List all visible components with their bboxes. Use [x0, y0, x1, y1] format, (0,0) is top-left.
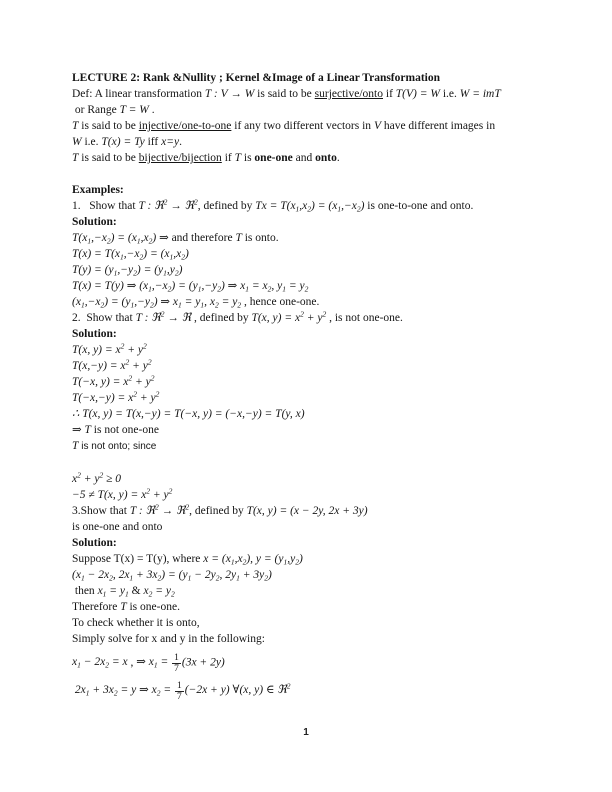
text-run: ⇒ — [72, 424, 85, 436]
subscript: 2 — [215, 300, 219, 310]
page-title — [72, 70, 564, 86]
subscript: 1 — [102, 589, 107, 599]
text-run: one-one — [254, 152, 293, 164]
superscript: 2 — [160, 309, 165, 319]
text-run: surjective/onto — [314, 88, 383, 100]
text-run: 1. Show that — [72, 200, 139, 212]
text-run: Solution: — [72, 328, 117, 340]
document-line — [72, 681, 564, 703]
text-run: $T(-x,-y) = x^2 + y^2$ — [72, 389, 160, 404]
document-line — [72, 615, 564, 631]
text-run: T — [72, 440, 79, 452]
text-run: W — [72, 136, 82, 148]
subscript: 2 — [133, 268, 137, 278]
superscript: 2 — [154, 502, 159, 512]
document-line — [72, 294, 564, 310]
subscript: 2 — [237, 300, 242, 310]
blank-line — [72, 166, 564, 182]
document-line — [72, 358, 564, 374]
subscript: 2 — [304, 284, 309, 294]
document-line — [72, 631, 564, 647]
subscript: 1 — [337, 204, 342, 214]
fraction-numerator: 1 — [174, 653, 179, 663]
subscript: 1 — [236, 573, 240, 583]
subscript: 2 — [215, 573, 220, 583]
fraction — [175, 681, 184, 703]
subscript: 2 — [174, 268, 179, 278]
text-run: is one-to-one and onto. — [364, 200, 474, 212]
superscript: 2 — [147, 357, 152, 367]
text-run: T — [120, 601, 127, 613]
text-run: T — [72, 152, 79, 164]
subscript: 2 — [170, 589, 175, 599]
document-line — [72, 422, 564, 438]
text-run: is — [241, 152, 255, 164]
text-run: if — [383, 88, 396, 100]
text-run: Solution: — [72, 537, 117, 549]
text-run: then — [72, 585, 98, 597]
superscript: 2 — [77, 470, 81, 480]
superscript: 2 — [155, 389, 160, 399]
superscript: 2 — [322, 309, 327, 319]
subscript: 2 — [167, 284, 172, 294]
subscript: 1 — [153, 660, 158, 670]
document-line — [72, 230, 564, 246]
document-line — [72, 583, 564, 599]
text-run: if — [221, 152, 235, 164]
fraction-denominator: 7 — [176, 692, 182, 703]
text-run: $T(x,-y) = x^2 + y^2$ — [72, 357, 152, 372]
text-run: $x^2 + y^2 \ge 0$ — [72, 470, 122, 485]
text-run: LECTURE 2: Rank &Nullity ; Kernel &Image of a Linear Transformation — [72, 72, 440, 84]
subscript: 1 — [178, 300, 182, 310]
text-run: and therefore — [168, 232, 236, 244]
subscript: 2 — [109, 573, 113, 583]
fraction-denominator: 7 — [174, 664, 179, 675]
subscript: 2 — [156, 688, 161, 698]
subscript: 1 — [130, 300, 135, 310]
superscript: 2 — [185, 502, 190, 512]
subscript: 1 — [283, 557, 288, 567]
subscript: 1 — [169, 252, 174, 262]
superscript: 2 — [163, 197, 168, 207]
text-run: T(x, y) = (x − 2y, 2x + 3y) — [246, 505, 368, 517]
subscript: 1 — [77, 660, 81, 670]
text-run: is not one-one — [90, 424, 159, 436]
text-run: $T(x_1,-x_2) = (x_1,x_2)$ ⇒ — [72, 232, 169, 246]
document-line — [72, 326, 564, 342]
text-run: $x_1 - 2x_2 = x$ — [72, 656, 128, 670]
text-run: W = imT — [459, 88, 501, 100]
text-run: onto — [315, 152, 337, 164]
text-run: (−2x + y) ∀(x, y) ∈ ℜ$^2$ — [184, 681, 291, 697]
subscript: 1 — [129, 573, 134, 583]
blank-line — [72, 455, 564, 471]
document-line — [72, 198, 564, 214]
subscript: 1 — [200, 300, 205, 310]
text-run: iff — [144, 136, 162, 148]
text-run: 2. Show that — [72, 312, 136, 324]
text-run: T = W — [119, 104, 149, 116]
text-run: ($x_1 - 2x_2$, $2x_1 + 3x_2) = (y_1 - 2y_2$, $2y_1 + 3y_2$) — [72, 569, 272, 583]
text-run: injective/one-to-one — [138, 120, 232, 132]
document-line — [72, 406, 564, 422]
text-run: , is not one-one. — [326, 312, 403, 324]
text-run: V — [373, 120, 381, 132]
document-line — [72, 519, 564, 535]
document-line — [72, 214, 564, 230]
text-run: x=y — [161, 136, 180, 148]
superscript: 2 — [125, 357, 130, 367]
text-run: , hence one-one. — [241, 296, 320, 308]
superscript: 2 — [128, 373, 133, 383]
text-run: $T(x) = T(x_1,-x_2) = (x_1,x_2)$ — [72, 248, 189, 262]
text-run: Therefore — [72, 601, 121, 613]
page-number: 1 — [303, 727, 309, 738]
text-run: . — [336, 152, 340, 164]
text-run: $x_2 = y_2$ — [143, 585, 175, 599]
text-run: Simply solve for x and y in the following: — [72, 633, 265, 645]
document-line — [72, 438, 564, 455]
document-line — [72, 86, 564, 102]
document-line — [72, 471, 564, 487]
document-line — [72, 551, 564, 567]
text-run: , defined by — [191, 312, 252, 324]
subscript: 1 — [87, 236, 92, 246]
subscript: 1 — [80, 300, 85, 310]
text-run: and — [292, 152, 316, 164]
text-run: & — [128, 585, 144, 597]
document-line — [72, 390, 564, 406]
document-line — [72, 599, 564, 615]
subscript: 1 — [136, 236, 141, 246]
text-run: $x = (x_1,x_2)$, $y = (y_1,y_2)$ — [203, 553, 303, 567]
document-line — [72, 246, 564, 262]
text-run: T(x) = Ty — [101, 136, 145, 148]
subscript: 2 — [148, 236, 153, 246]
superscript: 2 — [168, 486, 173, 496]
text-run: have different images in — [380, 120, 496, 132]
superscript: 2 — [143, 341, 147, 351]
text-run: T(V) = W — [395, 88, 440, 100]
subscript: 1 — [295, 204, 300, 214]
text-run: , defined by — [197, 200, 256, 212]
text-run: $(x_1,-x_2) = (y_1,-y_2)$ ⇒ $x_1 = y_1$, $x_2 = y_2$ — [72, 296, 242, 310]
text-run: is said to be — [78, 152, 139, 164]
document-line — [72, 503, 564, 519]
subscript: 2 — [148, 589, 153, 599]
subscript: 2 — [149, 300, 154, 310]
text-run: , defined by — [189, 505, 247, 517]
text-run: if any two different vectors in — [231, 120, 374, 132]
document-line — [72, 535, 564, 551]
document-line — [72, 342, 564, 358]
subscript: 2 — [113, 688, 118, 698]
text-run: $T(y) = (y_1,-y_2) = (y_1,y_2)$ — [72, 264, 183, 278]
text-run: i.e. — [439, 88, 460, 100]
subscript: 2 — [181, 252, 186, 262]
document-line — [72, 567, 564, 583]
document-content — [72, 70, 564, 709]
text-run: 3.Show that — [72, 505, 130, 517]
subscript: 1 — [80, 573, 85, 583]
text-run: −5 ≠ T(x, $y) = x^2 + y^2$ — [72, 486, 173, 501]
text-run: $x_1 = y_1$ — [97, 585, 129, 599]
text-run: T(x, $y) = x^2 + y^2$ — [72, 341, 147, 356]
text-run: , — [127, 656, 137, 669]
document-line — [72, 102, 564, 118]
subscript: 1 — [282, 284, 286, 294]
text-run: Solution: — [72, 216, 117, 228]
subscript: 2 — [264, 573, 268, 583]
text-run: is onto. — [241, 232, 279, 244]
text-run: $Tx = T(x_1,x_2) = (x_1,-x_2)$ — [255, 200, 365, 214]
superscript: 2 — [193, 197, 198, 207]
document-line — [72, 182, 564, 198]
subscript: 1 — [187, 573, 192, 583]
text-run: T : ℜ$^2$ → ℜ$^2$ — [129, 502, 190, 517]
text-run: is said to be — [254, 88, 315, 100]
document-line — [72, 118, 564, 134]
subscript: 2 — [267, 284, 272, 294]
text-run: or Range — [72, 104, 120, 116]
document-line — [72, 310, 564, 326]
text-run: T — [84, 424, 91, 436]
text-run: i.e. — [81, 136, 102, 148]
superscript: 2 — [99, 470, 104, 480]
text-run: (3x + 2y) — [181, 656, 225, 669]
subscript: 1 — [85, 688, 90, 698]
text-run: T(−x, $y) = x^2 + y^2$ — [72, 373, 155, 388]
subscript: 2 — [295, 557, 299, 567]
superscript: 2 — [286, 681, 291, 691]
document-line — [72, 262, 564, 278]
superscript: 2 — [120, 341, 125, 351]
text-run: T(x, $y) = x^2 + y^2$ — [251, 309, 327, 324]
text-run: $2x_1 + 3x_2 = y$ ⇒ $x_2$ = — [72, 684, 174, 698]
text-run: T(x) = T(y) ⇒ $(x_1,-x_2) = (y_1,-y_2)$ ⇒ $x_1 = x_2$, $y_1 = y_2$ — [72, 280, 309, 294]
text-run: is said to be — [78, 120, 139, 132]
text-run: is one-one and onto — [72, 521, 163, 533]
text-run: ∴ T(x, y) = T(x,−y) = T(−x, y) = (−x,−y) = T(y, x) — [72, 408, 305, 420]
document-line — [72, 134, 564, 150]
superscript: 2 — [133, 389, 138, 399]
text-run: bijective/bijection — [138, 152, 222, 164]
subscript: 2 — [307, 204, 312, 214]
text-run: is not onto; since — [81, 441, 157, 452]
text-run: To check whether it is onto, — [72, 617, 200, 629]
subscript: 2 — [356, 204, 361, 214]
subscript: 2 — [100, 300, 105, 310]
subscript: 2 — [139, 252, 144, 262]
document-line — [72, 653, 564, 675]
text-run: T : V → W — [204, 88, 255, 100]
subscript: 2 — [242, 557, 247, 567]
text-run: Suppose T(x) = T(y), where — [72, 553, 204, 565]
text-run: . — [148, 104, 155, 116]
fraction-numerator: 1 — [176, 680, 182, 691]
subscript: 2 — [217, 284, 221, 294]
subscript: 1 — [230, 557, 235, 567]
document-line — [72, 150, 564, 166]
subscript: 2 — [106, 236, 111, 246]
text-run: T — [235, 232, 242, 244]
text-run: T : ℜ$^2$ → ℜ$^2$ — [138, 197, 198, 212]
document-line — [72, 487, 564, 503]
document-line — [72, 278, 564, 294]
text-run: . — [179, 136, 182, 148]
subscript: 1 — [148, 284, 152, 294]
text-run: T — [234, 152, 241, 164]
subscript: 1 — [197, 284, 202, 294]
text-run: T — [72, 120, 79, 132]
superscript: 2 — [300, 309, 304, 319]
fraction — [172, 653, 181, 675]
text-run: ⇒ $x_1$ = — [136, 656, 172, 670]
text-run: Def: A linear transformation — [72, 88, 205, 100]
subscript: 1 — [120, 252, 124, 262]
subscript: 2 — [105, 660, 109, 670]
text-run: is one-one. — [126, 601, 180, 613]
subscript: 1 — [113, 268, 118, 278]
superscript: 2 — [150, 373, 155, 383]
subscript: 1 — [125, 589, 129, 599]
subscript: 1 — [245, 284, 250, 294]
subscript: 1 — [163, 268, 167, 278]
text-run: Examples: — [72, 184, 124, 196]
superscript: 2 — [146, 486, 150, 496]
text-run: T : ℜ$^2$ → ℜ — [135, 309, 192, 324]
document-line — [72, 374, 564, 390]
subscript: 2 — [157, 573, 162, 583]
